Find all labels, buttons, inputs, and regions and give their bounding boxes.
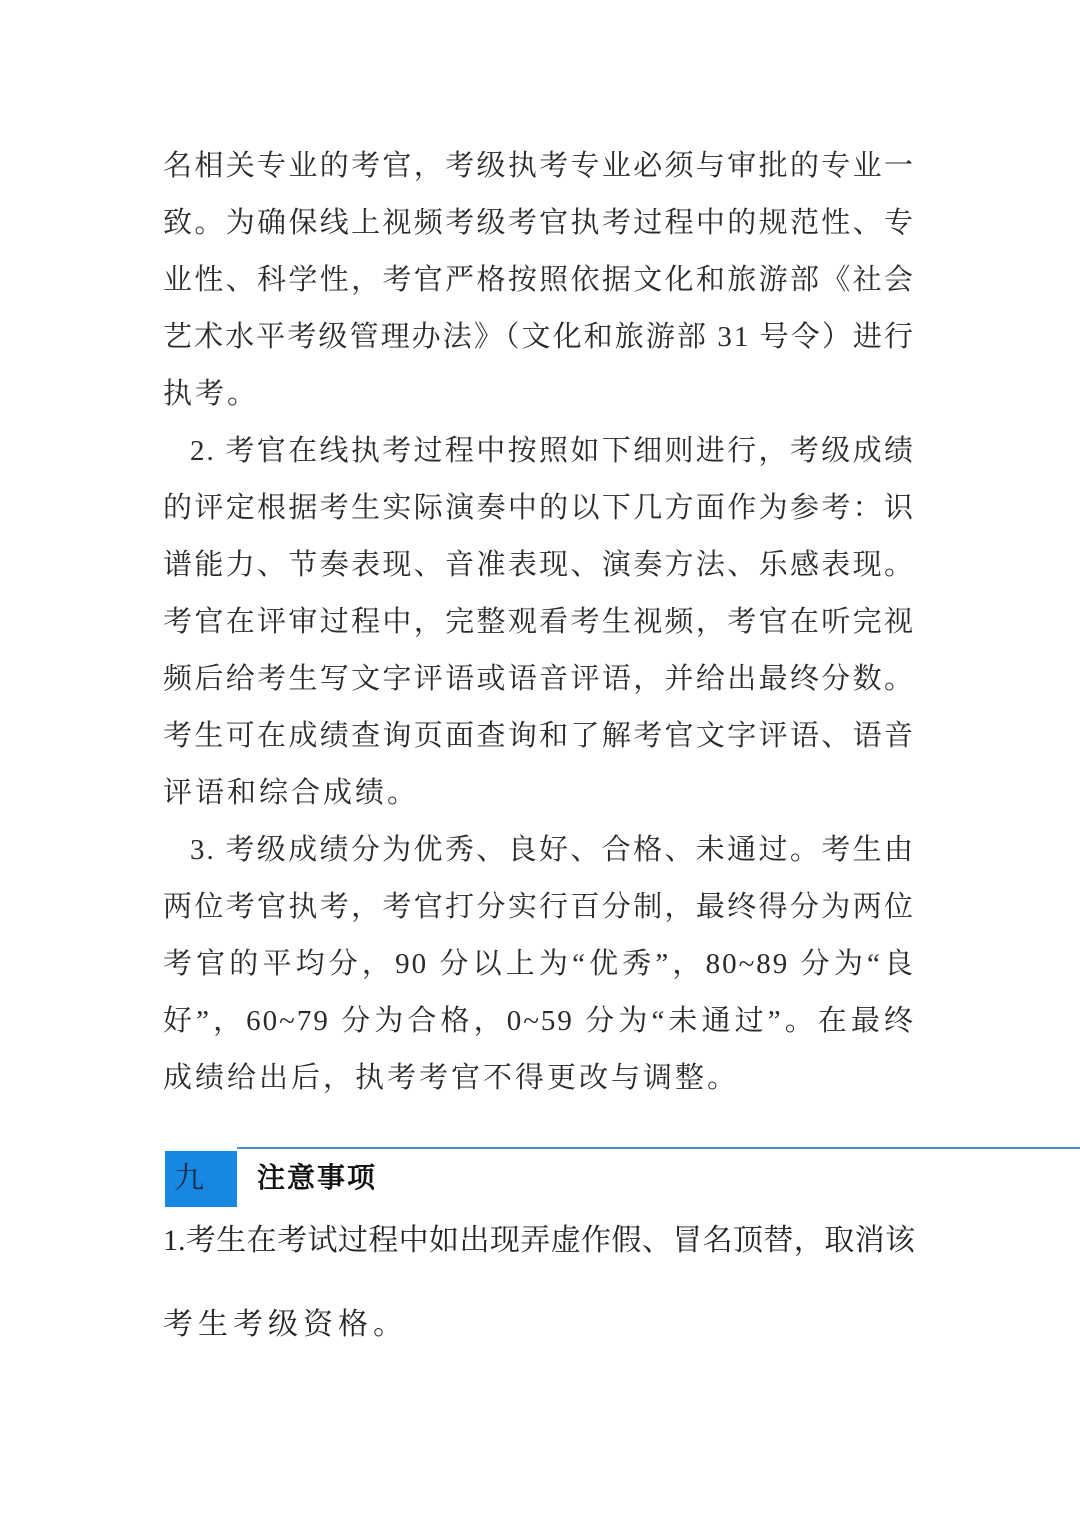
text-line: 评语和综合成绩。	[163, 777, 420, 809]
text-line: 名相关专业的考官，考级执考专业必须与审批的专业一	[163, 150, 915, 182]
paragraph-3	[163, 822, 915, 1107]
section-title: 注意事项	[257, 1163, 378, 1194]
paragraph-1	[163, 138, 915, 423]
text-line: 两位考官执考，考官打分实行百分制，最终得分为两位	[163, 891, 915, 923]
text-line: 考官在评审过程中，完整观看考生视频，考官在听完视	[163, 606, 915, 638]
text-line: 好”，60~79 分为合格，0~59 分为“未通过”。在最终	[163, 1005, 915, 1037]
text-line: 2. 考官在线执考过程中按照如下细则进行，考级成绩	[190, 435, 915, 467]
text-line: 执考。	[163, 378, 260, 410]
text-line: 谱能力、节奏表现、音准表现、演奏方法、乐感表现。	[163, 549, 915, 581]
text-line: 业性、科学性，考官严格按照依据文化和旅游部《社会	[163, 264, 915, 296]
section-divider-rule	[237, 1147, 1080, 1149]
text-line: 的评定根据考生实际演奏中的以下几方面作为参考：识	[163, 492, 915, 524]
text-line: 考官的平均分，90 分以上为“优秀”，80~89 分为“良	[163, 948, 915, 980]
text-line: 1.考生在考试过程中如出现弄虚作假、冒名顶替，取消该	[163, 1224, 915, 1257]
text-line: 考生可在成绩查询页面查询和了解考官文字评语、语音	[163, 720, 915, 752]
text-line: 频后给考生写文字评语或语音评语，并给出最终分数。	[163, 663, 915, 695]
text-line: 艺术水平考级管理办法》（文化和旅游部 31 号令）进行	[163, 321, 915, 353]
text-line: 3. 考级成绩分为优秀、良好、合格、未通过。考生由	[190, 834, 915, 866]
paragraph-2	[163, 423, 915, 822]
text-line: 考生考级资格。	[163, 1308, 408, 1341]
notes-block	[163, 1199, 915, 1367]
section-number: 九	[174, 1162, 204, 1195]
text-line: 成绩给出后，执考考官不得更改与调整。	[163, 1062, 740, 1094]
body-text-block	[163, 138, 915, 1107]
text-line: 致。为确保线上视频考级考官执考过程中的规范性、专	[163, 207, 915, 239]
